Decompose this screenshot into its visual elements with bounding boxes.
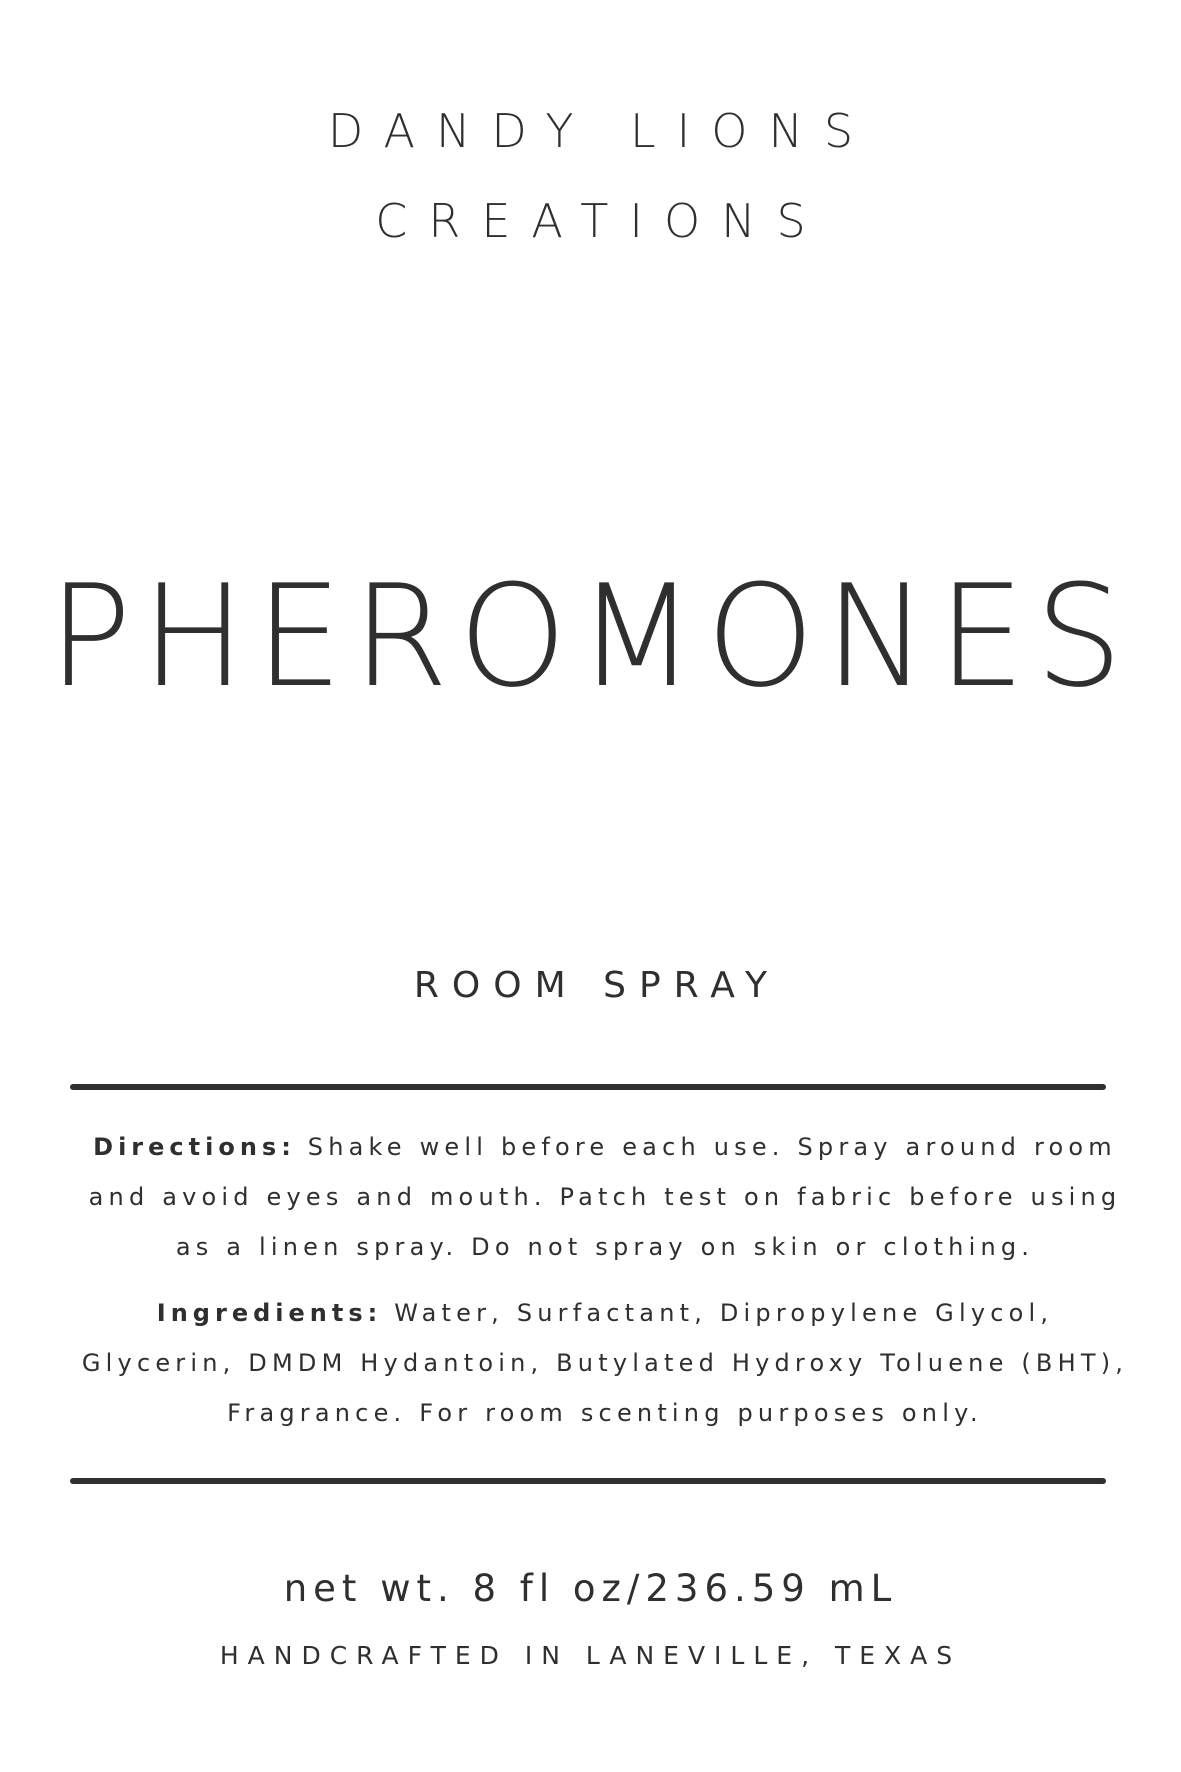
origin-statement: HANDCRAFTED IN LANEVILLE, TEXAS	[219, 1641, 962, 1670]
ingredients-block	[80, 1288, 1130, 1438]
ingredients-label: Ingredients:	[156, 1299, 383, 1327]
product-type: ROOM SPRAY	[413, 965, 781, 1006]
brand-name-line-1: DANDY LIONS	[327, 104, 875, 158]
brand-name-line-2: CREATIONS	[375, 194, 827, 248]
top-divider	[70, 1084, 1106, 1090]
product-name: PHEROMONES	[48, 554, 1133, 719]
net-weight: net wt. 8 fl oz/236.59 mL	[283, 1567, 898, 1610]
directions-label: Directions:	[93, 1133, 296, 1161]
directions-text: Shake well before each use. Spray around room and avoid eyes and mouth. Patch test on fabric before using as a linen spray. Do not spray on skin or clothing.	[88, 1133, 1122, 1261]
ingredients-text: Water, Surfactant, Dipropylene Glycol, Glycerin, DMDM Hydantoin, Butylated Hydroxy Toluene (BHT), Fragrance. For room scenting purposes only.	[81, 1299, 1129, 1427]
directions-block	[80, 1122, 1130, 1272]
bottom-divider	[70, 1478, 1106, 1484]
